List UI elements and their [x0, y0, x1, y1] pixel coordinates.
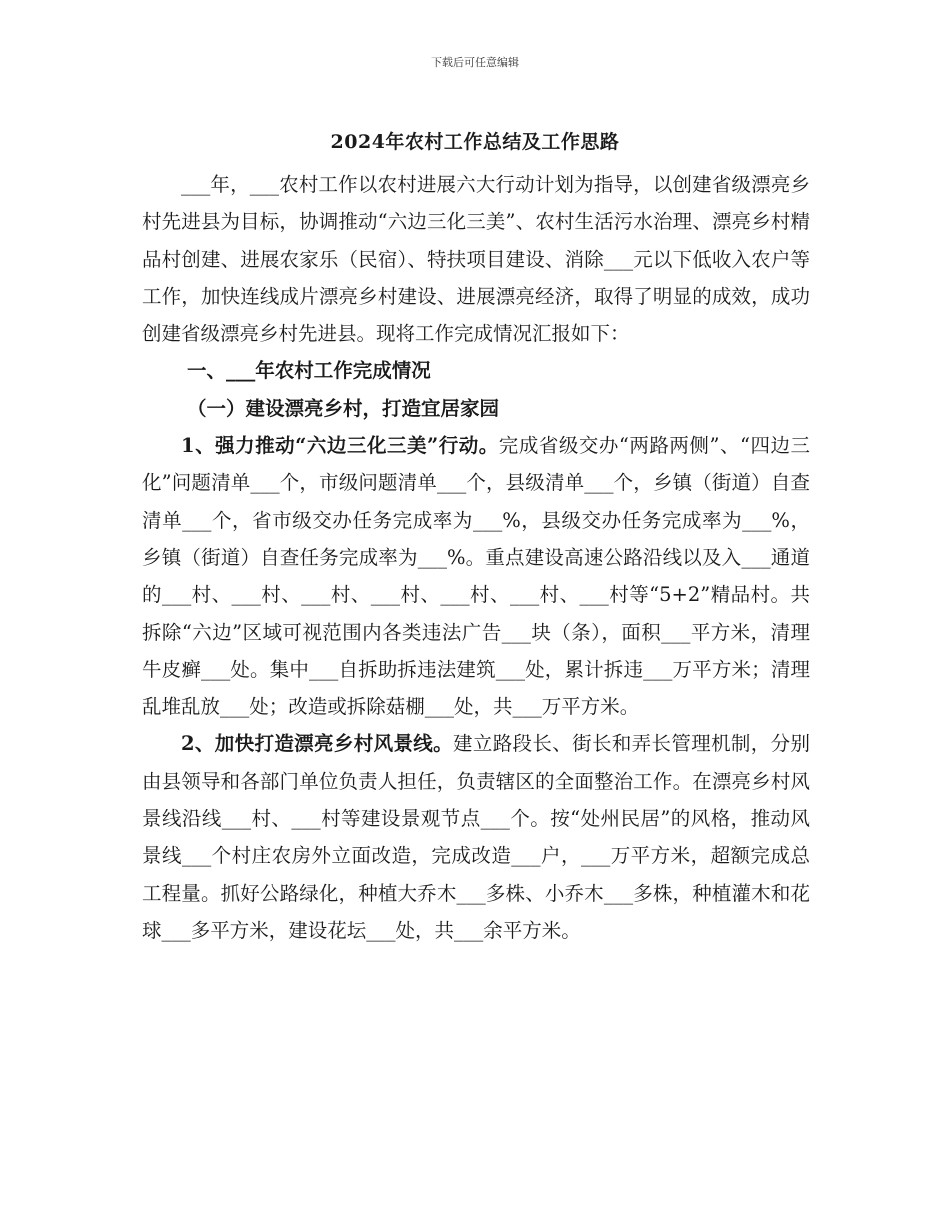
intro-paragraph: ___年，___农村工作以农村进展六大行动计划为指导，以创建省级漂亮乡村先进县为目标，协调推动“六边三化三美”、农村生活污水治理、漂亮乡村精品村创建、进展农家乐（民宿）、特扶项目建设、消除___元以下低收入农户等工作，加快连线成片漂亮乡村建设、进展漂亮经济，取得了明显的成效，成功创建省级漂亮乡村先进县。现将工作完成情况汇报如下： — [142, 173, 810, 346]
item-2-lead: 2、加快打造漂亮乡村风景线。 — [181, 732, 453, 756]
subsection-heading-1: （一）建设漂亮乡村，打造宜居家园 — [187, 396, 500, 420]
page-header-note: 下载后可任意编辑 — [431, 56, 519, 69]
document-body — [142, 166, 810, 949]
document-title: 2024年农村工作总结及工作思路 — [330, 131, 620, 153]
item-paragraph-1 — [142, 427, 810, 725]
item-paragraph-2 — [142, 725, 810, 949]
item-2-body: 建立路段长、街长和弄长管理机制，分别由县领导和各部门单位负责人担任，负责辖区的全面整治工作。在漂亮乡村风景线沿线___村、___村等建设景观节点___个。按“处州民居”的风格，推动风景线___个村庄农房外立面改造，完成改造___户，___万平方米，超额完成总工程量。抓好公路绿化，种植大乔木___多株、小乔木___多株，种植灌木和花球___多平方米，建设花坛___处，共___余平方米。 — [142, 732, 810, 942]
section-heading-1: 一、___年农村工作完成情况 — [187, 359, 431, 383]
item-1-lead: 1、强力推动“六边三化三美”行动。 — [181, 434, 499, 458]
item-1-body: 完成省级交办“两路两侧”、“四边三化”问题清单___个，市级问题清单___个，县级清单___个，乡镇（街道）自查清单___个，省市级交办任务完成率为___%，县级交办任务完成率为___%，乡镇（街道）自查任务完成率为___%。重点建设高速公路沿线以及入___通道的___村、___村、___村、___村、___村、___村、___村等“5+2”精品村。共拆除“六边”区域可视范围内各类违法广告___块（条），面积___平方米，清理牛皮癣___处。集中___自拆助拆违法建筑___处，累计拆违___万平方米；清理乱堆乱放___处；改造或拆除菇棚___处，共___万平方米。 — [142, 434, 810, 719]
